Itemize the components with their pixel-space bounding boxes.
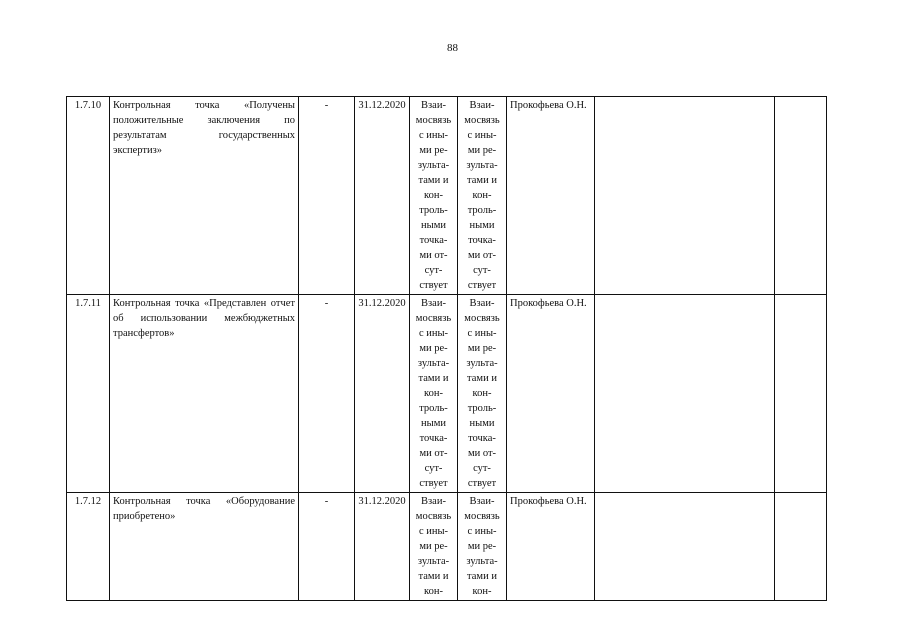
control-point-name: Контрольная точка «Оборудование приобретено» [110, 493, 299, 601]
base-value: - [299, 97, 355, 295]
page-number: 88 [447, 42, 458, 54]
row-number: 1.7.12 [67, 493, 110, 601]
relation-previous: Взаи- мосвязь с ины- ми ре- зульта- тами и кон- троль- ными точка- ми от- сут- ствует [410, 295, 458, 493]
empty-cell [775, 97, 827, 295]
table-row [67, 97, 827, 295]
empty-cell [775, 295, 827, 493]
empty-cell [595, 97, 775, 295]
control-points-table [66, 96, 827, 601]
responsible-person: Прокофьева О.Н. [507, 295, 595, 493]
relation-previous: Взаи- мосвязь с ины- ми ре- зульта- тами и кон- [410, 493, 458, 601]
due-date: 31.12.2020 [355, 295, 410, 493]
responsible-person: Прокофьева О.Н. [507, 97, 595, 295]
row-number: 1.7.10 [67, 97, 110, 295]
relation-next: Взаи- мосвязь с ины- ми ре- зульта- тами и кон- троль- ными точка- ми от- сут- ствует [458, 295, 507, 493]
empty-cell [775, 493, 827, 601]
relation-next: Взаи- мосвязь с ины- ми ре- зульта- тами и кон- троль- ными точка- ми от- сут- ствует [458, 97, 507, 295]
relation-previous: Взаи- мосвязь с ины- ми ре- зульта- тами и кон- троль- ными точка- ми от- сут- ствует [410, 97, 458, 295]
table-row [67, 295, 827, 493]
due-date: 31.12.2020 [355, 97, 410, 295]
responsible-person: Прокофьева О.Н. [507, 493, 595, 601]
relation-next: Взаи- мосвязь с ины- ми ре- зульта- тами и кон- [458, 493, 507, 601]
base-value: - [299, 493, 355, 601]
empty-cell [595, 295, 775, 493]
table-row [67, 493, 827, 601]
row-number: 1.7.11 [67, 295, 110, 493]
control-point-name: Контрольная точка «Получены положительные заключения по результатам государственных экспертиз» [110, 97, 299, 295]
empty-cell [595, 493, 775, 601]
control-point-name: Контрольная точка «Представлен отчет об использовании межбюджетных трансфертов» [110, 295, 299, 493]
due-date: 31.12.2020 [355, 493, 410, 601]
base-value: - [299, 295, 355, 493]
